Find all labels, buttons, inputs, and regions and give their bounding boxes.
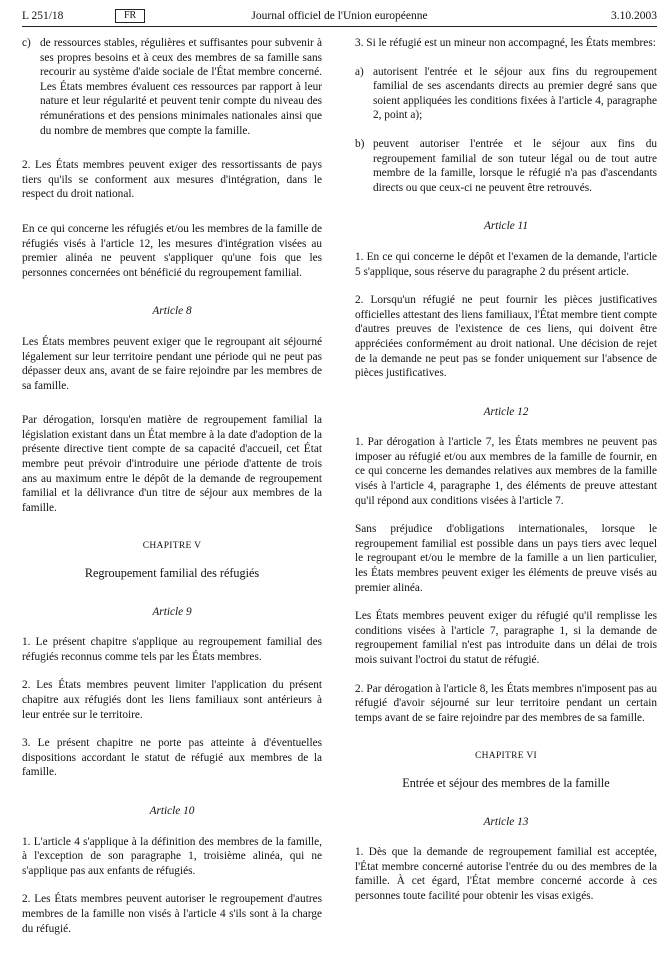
list-label: b) xyxy=(355,137,365,150)
paragraph: 2. Les États membres peuvent limiter l'application du présent chapitre aux réfugiés dont les liens familiaux sont antérieurs à leur entrée sur le territoire. xyxy=(22,679,322,721)
paragraph: 2. Les États membres peuvent exiger des ressortissants de pays tiers qu'ils se conforment aux mesures d'intégration, dans le respect du droit national. xyxy=(22,159,322,201)
paragraph: 1. Dès que la demande de regroupement familial est acceptée, l'État membre concerné autorise l'entrée du ou des membres de la famille. À cet égard, l'État membre concerné accorde à ces personnes toute facilité pour obtenir les visas exigés. xyxy=(355,846,657,902)
article-heading: Article 9 xyxy=(152,605,192,618)
paragraph: Par dérogation, lorsqu'en matière de regroupement familial la législation existant dans un État membre à la date d'adoption de la présente directive tient compte de sa capacité d'accueil, cet État membre peut prévoir d'introduire une période d'attente de trois ans au maximum entre le dépôt de la demande de regroupement familial et la délivrance d'un titre de séjour aux membres de la famille. xyxy=(22,414,322,514)
page-number: L 251/18 xyxy=(22,10,64,22)
list-text: peuvent autoriser l'entrée et le séjour aux fins du regroupement familial de son tuteur légal ou de tout autre membre de la famille, lorsque le réfugié n'a pas d'ascendants directs ou que ceux-ci ne peuvent être retrouvés. xyxy=(373,137,657,194)
paragraph: 1. En ce qui concerne le dépôt et l'examen de la demande, l'article 5 s'applique, sous réserve du paragraphe 2 du présent article. xyxy=(355,250,657,278)
chapter-title: Regroupement familial des réfugiés xyxy=(84,566,260,581)
paragraph: 1. Le présent chapitre s'applique au regroupement familial des réfugiés reconnus comme tels par les États membres. xyxy=(22,636,322,663)
language-badge: FR xyxy=(115,9,145,23)
list-text: autorisent l'entrée et le séjour aux fins du regroupement familial de ses ascendants directs au premier degré sans que soient appliquées les conditions fixées à l'article 4, paragraphe 2, point a); xyxy=(373,65,657,122)
paragraph: 1. L'article 4 s'applique à la définition des membres de la famille, à l'exception de son paragraphe 1, troisième alinéa, qui ne s'applique pas aux enfants de réfugiés. xyxy=(22,835,322,877)
list-item-c xyxy=(22,36,322,138)
journal-title: Journal officiel de l'Union européenne xyxy=(251,10,428,22)
list-label: c) xyxy=(22,37,31,49)
list-text: de ressources stables, régulières et suffisantes pour subvenir à ses propres besoins et à ceux des membres de sa famille sans recourir au système d'aide sociale de l'État membre concerné. Les États membres évaluent ces ressources par rapport à leur nature et leur régularité et peuvent tenir compte du niveau des rémunérations et des pensions minimales nationales ainsi que du nombre de membres que compte la famille. xyxy=(40,37,322,137)
left-column xyxy=(22,36,322,950)
paragraph: 2. Les États membres peuvent autoriser le regroupement d'autres membres de la famille non visés à l'article 4 s'ils sont à la charge du réfugié. xyxy=(22,893,322,935)
paragraph: Les États membres peuvent exiger que le regroupant ait séjourné légalement sur leur territoire pendant une période qui ne peut pas dépasser deux ans, avant de se faire rejoindre par les membres de sa famille. xyxy=(22,335,322,392)
list-item-b xyxy=(355,137,657,195)
list-item-a xyxy=(355,65,657,123)
chapter-heading: CHAPITRE VI xyxy=(475,751,537,762)
article-heading: Article 10 xyxy=(149,804,195,817)
right-column xyxy=(355,36,657,918)
publication-date: 3.10.2003 xyxy=(611,10,657,22)
page-header xyxy=(22,6,657,27)
paragraph: 2. Par dérogation à l'article 8, les États membres n'imposent pas au réfugié d'avoir séjourné sur leur territoire pendant un certain temps avant de se faire rejoindre par des membres de sa famille. xyxy=(355,682,657,724)
paragraph: Sans préjudice d'obligations internationales, lorsque le regroupement familial est possible dans un pays tiers avec lequel le regroupant et/ou le membre de la famille a un lien particulier, les États membres peuvent exiger les éléments de preuve visés au premier alinéa. xyxy=(355,523,657,594)
chapter-heading: CHAPITRE V xyxy=(142,541,202,552)
chapter-title: Entrée et séjour des membres de la famille xyxy=(402,775,610,790)
article-heading: Article 11 xyxy=(483,220,529,233)
article-heading: Article 8 xyxy=(152,305,192,318)
article-heading: Article 13 xyxy=(483,815,529,828)
paragraph: 3. Si le réfugié est un mineur non accompagné, les États membres: xyxy=(355,37,656,49)
article-heading: Article 12 xyxy=(483,405,529,418)
paragraph: 1. Par dérogation à l'article 7, les États membres ne peuvent pas imposer au réfugié et/ou aux membres de la famille de fournir, en ce qui concerne les demandes relatives aux membres de la famille visés à l'article 4, paragraphe 1, des éléments de preuve attestant qu'il répond aux conditions visées à l'article 7. xyxy=(355,436,657,507)
paragraph: Les États membres peuvent exiger du réfugié qu'il remplisse les conditions visées à l'article 7, paragraphe 1, si la demande de regroupement familial n'est pas introduite dans un délai de trois mois suivant l'octroi du statut de réfugié. xyxy=(355,610,657,666)
paragraph: 2. Lorsqu'un réfugié ne peut fournir les pièces justificatives officielles attestant des liens familiaux, l'État membre tient compte d'autres preuves de l'existence de ces liens, qui doivent être appréciées conformément au droit national. Une décision de rejet de la demande ne peut pas se fonder uniquement sur l'absence de pièces justificatives. xyxy=(355,294,657,380)
list-label: a) xyxy=(355,65,364,78)
paragraph: 3. Le présent chapitre ne porte pas atteinte à d'éventuelles dispositions accordant le statut de réfugié aux membres de la famille. xyxy=(22,737,322,779)
paragraph: En ce qui concerne les réfugiés et/ou les membres de la famille de réfugiés visés à l'article 12, les mesures d'intégration visées au premier alinéa ne peuvent s'appliquer qu'une fois que les personnes concernées ont bénéficié du regroupement familial. xyxy=(22,222,322,279)
